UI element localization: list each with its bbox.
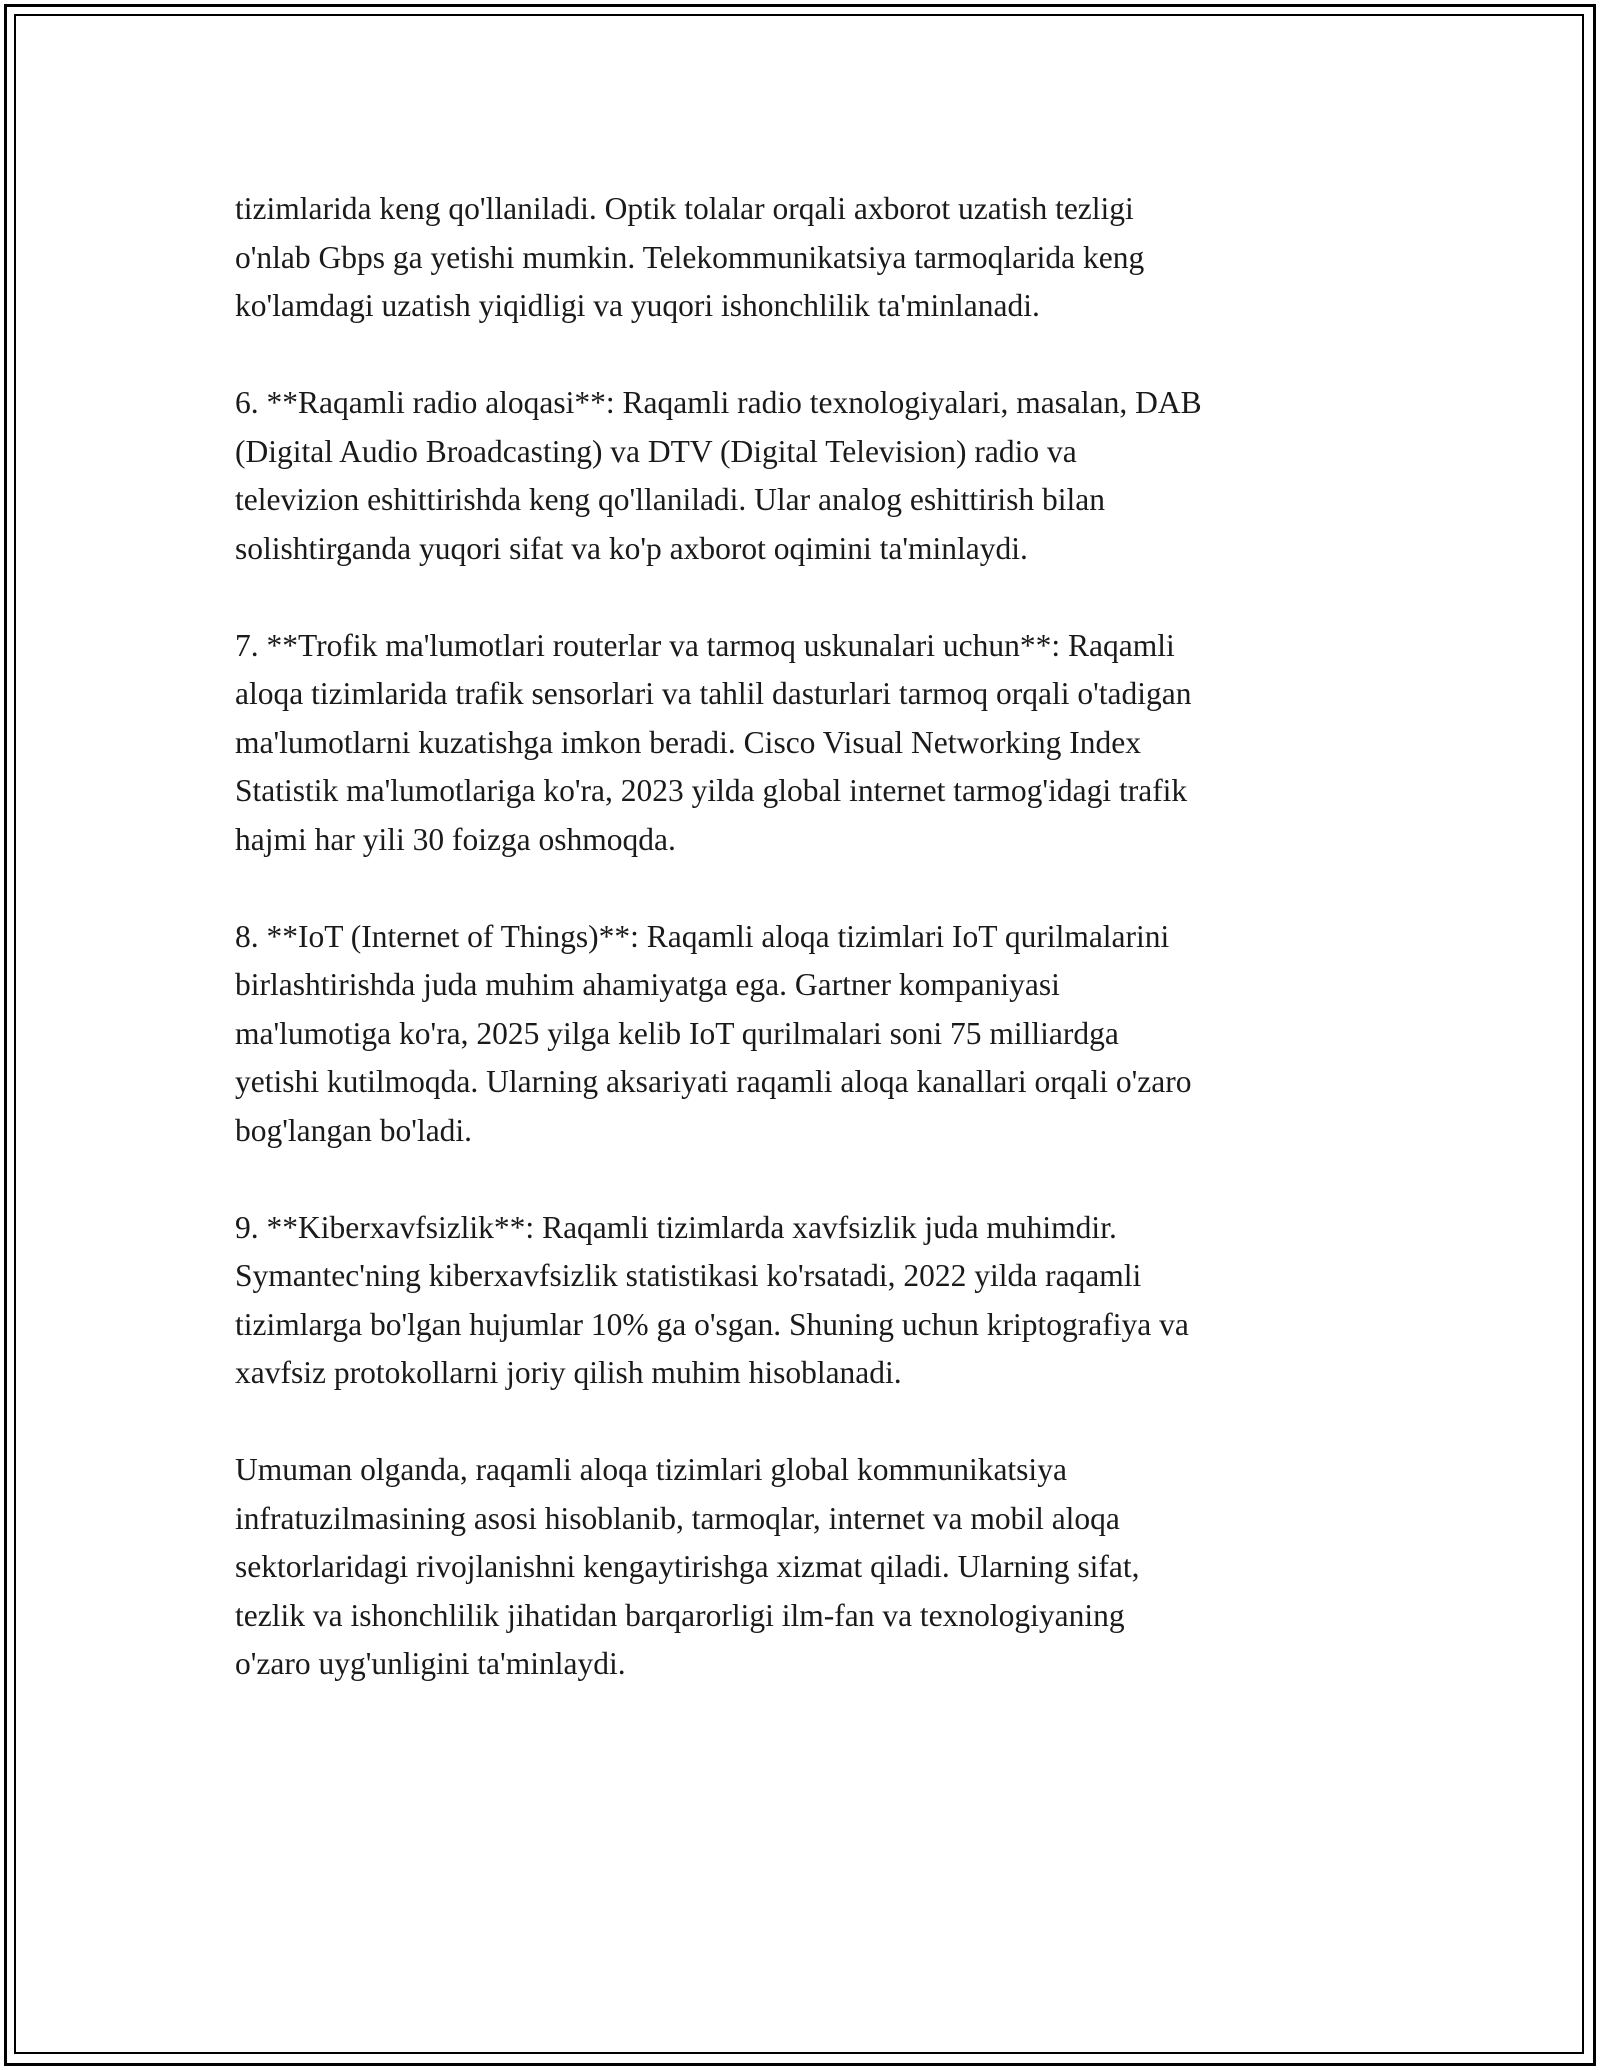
paragraph-iot bbox=[235, 913, 1365, 1156]
text-line: 9. **Kiberxavfsizlik**: Raqamli tizimlarda xavfsizlik juda muhimdir. bbox=[235, 1209, 1117, 1245]
paragraph-conclusion bbox=[235, 1446, 1365, 1689]
paragraph-optical-fiber bbox=[235, 185, 1365, 331]
text-line: ko'lamdagi uzatish yiqidligi va yuqori ishonchlilik ta'minlanadi. bbox=[235, 288, 1040, 323]
text-line: sektorlaridagi rivojlanishni kengaytirishga xizmat qiladi. Ularning sifat, bbox=[235, 1549, 1140, 1584]
text-line: 8. **IoT (Internet of Things)**: Raqamli aloqa tizimlari IoT qurilmalarini bbox=[235, 918, 1170, 954]
text-line: solishtirganda yuqori sifat va ko'p axborot oqimini ta'minlaydi. bbox=[235, 530, 1028, 566]
document-body bbox=[235, 185, 1365, 1737]
text-line: 7. **Trofik ma'lumotlari routerlar va tarmoq uskunalari uchun**: Raqamli bbox=[235, 627, 1175, 663]
text-line: (Digital Audio Broadcasting) va DTV (Digital Television) radio va bbox=[235, 433, 1077, 469]
text-line: o'zaro uyg'unligini ta'minlaydi. bbox=[235, 1646, 626, 1681]
text-line: tezlik va ishonchlilik jihatidan barqarorligi ilm-fan va texnologiyaning bbox=[235, 1597, 1125, 1633]
text-line: Statistik ma'lumotlariga ko'ra, 2023 yilda global internet tarmog'idagi trafik bbox=[235, 773, 1188, 808]
text-line: aloqa tizimlarida trafik sensorlari va tahlil dasturlari tarmoq orqali o'tadigan bbox=[235, 676, 1192, 711]
text-line: o'nlab Gbps ga yetishi mumkin. Telekommunikatsiya tarmoqlarida keng bbox=[235, 239, 1145, 275]
text-line: Symantec'ning kiberxavfsizlik statistikasi ko'rsatadi, 2022 yilda raqamli bbox=[235, 1258, 1142, 1293]
text-line: xavfsiz protokollarni joriy qilish muhim hisoblanadi. bbox=[235, 1355, 902, 1390]
text-line: yetishi kutilmoqda. Ularning aksariyati raqamli aloqa kanallari orqali o'zaro bbox=[235, 1064, 1192, 1099]
text-line: televizion eshittirishda keng qo'llaniladi. Ular analog eshittirish bilan bbox=[235, 482, 1105, 517]
text-line: birlashtirishda juda muhim ahamiyatga ega. Gartner kompaniyasi bbox=[235, 967, 1060, 1002]
text-line: ma'lumotiga ko'ra, 2025 yilga kelib IoT qurilmalari soni 75 milliardga bbox=[235, 1015, 1119, 1051]
text-line: tizimlarida keng qo'llaniladi. Optik tolalar orqali axborot uzatish tezligi bbox=[235, 191, 1134, 226]
text-line: ma'lumotlarni kuzatishga imkon beradi. Cisco Visual Networking Index bbox=[235, 724, 1142, 760]
text-line: tizimlarga bo'lgan hujumlar 10% ga o'sgan. Shuning uchun kriptografiya va bbox=[235, 1306, 1189, 1342]
text-line: 6. **Raqamli radio aloqasi**: Raqamli radio texnologiyalari, masalan, DAB bbox=[235, 385, 1202, 420]
text-line: infratuzilmasining asosi hisoblanib, tarmoqlar, internet va mobil aloqa bbox=[235, 1500, 1120, 1536]
text-line: hajmi har yili 30 foizga oshmoqda. bbox=[235, 821, 676, 857]
text-line: Umuman olganda, raqamli aloqa tizimlari global kommunikatsiya bbox=[235, 1452, 1067, 1487]
text-line: bog'langan bo'ladi. bbox=[235, 1112, 473, 1148]
paragraph-cybersecurity bbox=[235, 1204, 1365, 1398]
paragraph-traffic-data bbox=[235, 622, 1365, 865]
paragraph-digital-radio bbox=[235, 379, 1365, 573]
